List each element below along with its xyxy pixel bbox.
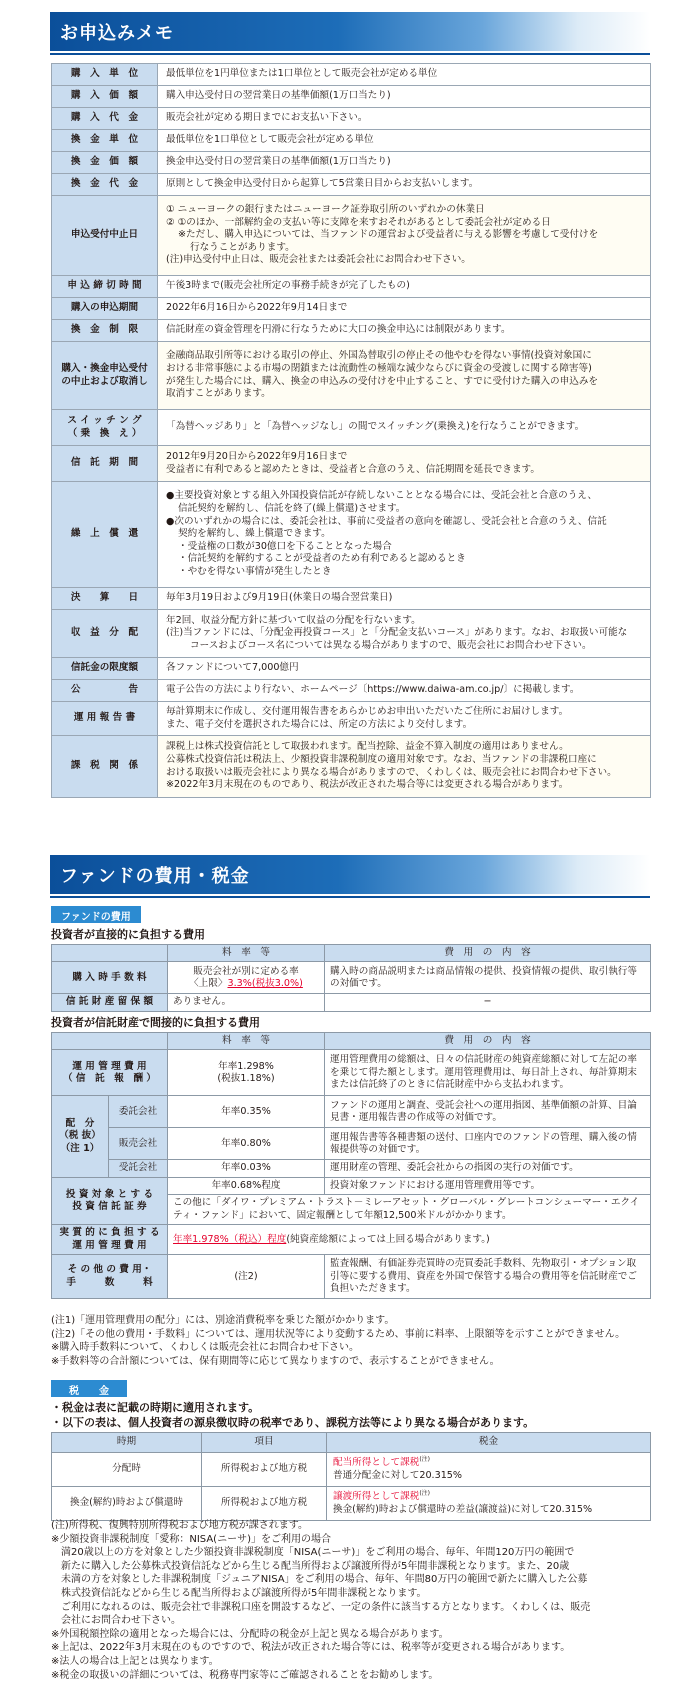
mgmt-row (52, 1050, 651, 1096)
row-label: 繰 上 償 還 (52, 482, 158, 588)
alloc-name: 販売会社 (109, 1128, 168, 1160)
content-cell: − (325, 994, 651, 1011)
fees-title: ファンドの費用・税金 (60, 866, 250, 887)
memo-title: お申込みメモ (60, 23, 174, 44)
row-value: 換金申込受付日の翌営業日の基準価額(1万口当たり) (158, 152, 651, 174)
col-tax: 税金 (327, 1433, 651, 1453)
note-line: (注1)「運用管理費用の配分」には、別途消費税率を乗じた額がかかります。 (51, 1315, 395, 1326)
row-value (158, 736, 651, 798)
direct-fee-table (51, 944, 651, 1012)
purchase-fee-row (52, 962, 651, 994)
redeem-line: ・やむを得ない事情が発生したとき (178, 566, 332, 578)
trust-line: 受益者に有利であると認めたときは、受益者と合意のうえ、信託期間を延長できます。 (166, 463, 540, 475)
memo-row-switch (52, 410, 651, 446)
row-label (52, 1225, 168, 1255)
indirect-costs-title: 投資者が信託財産で間接的に負担する費用 (51, 1016, 260, 1029)
tax-red: 譲渡所得として課税 (333, 1491, 420, 1503)
suspend-line: 金融商品取引所等における取引の停止、外国為替取引の停止その他やむを得ない事情(投資対象国に (166, 350, 592, 362)
row-label: 信 託 期 間 (52, 446, 158, 482)
label-line: 購入・換金申込受付 (61, 362, 148, 374)
rate-cell: 年率0.03% (168, 1160, 325, 1177)
label-line: 配 分 (65, 1118, 95, 1129)
rate-cell: (注2) (168, 1255, 325, 1299)
col-content: 費 用 の 内 容 (325, 945, 651, 962)
row-value (158, 446, 651, 482)
blank-header (52, 1033, 168, 1050)
label-line: （ 信 託 報 酬 ） (62, 1072, 157, 1084)
report-line: また、電子交付を選択された場合には、所定の方法により交付します。 (166, 718, 473, 730)
time-cell: 分配時 (52, 1452, 202, 1486)
target-row (52, 1177, 651, 1194)
fee-notes (51, 1314, 656, 1368)
memo-row-stop (52, 196, 651, 276)
memo-row (52, 276, 651, 298)
alloc-row (52, 1096, 651, 1128)
label-line: （注 1） (60, 1142, 100, 1154)
rate-cell (168, 1050, 325, 1096)
direct-costs-title: 投資者が直接的に負担する費用 (51, 928, 205, 941)
memo-row-redeem (52, 482, 651, 588)
content-cell: ファンドの運用と調査、受託会社への運用指図、基準価額の計算、目論見書・運用報告書の作成等の対価です。 (325, 1096, 651, 1128)
note-line: ※購入時手数料について、くわしくは販売会社にお問合わせ下さい。 (51, 1342, 359, 1354)
row-label: 換 金 代 金 (52, 174, 158, 196)
row-value: 最低単位を1口単位として販売会社が定める単位 (158, 130, 651, 152)
retain-row (52, 994, 651, 1011)
real-rate-red: 年率1.978%（税込）程度 (173, 1233, 287, 1245)
redeem-line: 契約を解約し、繰上償還できます。 (178, 528, 331, 540)
content-cell: 運用報告書等各種書類の送付、口座内でのファンドの管理、購入後の情報提供等の対価です。 (325, 1128, 651, 1160)
tax-row (52, 1452, 651, 1486)
redeem-line: ・受益権の口数が30億口を下ることとなった場合 (178, 540, 392, 552)
dist-line: コースおよびコース名については異なる場合がありますので、販売会社にお問合わせ下さい。 (190, 639, 592, 651)
row-value: 電子公告の方法により行ない、ホームページ〔https://www.daiwa-am.co.jp/〕に掲載します。 (158, 680, 651, 702)
tax-line: 課税上は株式投資信託として取扱われます。配当控除、益金不算入制度の適用はありません。 (166, 741, 569, 753)
tax-cell (327, 1487, 651, 1521)
row-value (158, 610, 651, 658)
rate-cell (168, 962, 325, 994)
row-label: 購入の申込期間 (52, 298, 158, 320)
row-value: 購入申込受付日の翌営業日の基準価額(1万口当たり) (158, 86, 651, 108)
label-line: 投 資 信 託 証 券 (72, 1201, 147, 1213)
rate-cell: 年率0.68%程度 (168, 1177, 325, 1194)
row-value (158, 482, 651, 588)
memo-row-dist (52, 610, 651, 658)
row-label (52, 1050, 168, 1096)
time-cell: 換金(解約)時および償還時 (52, 1487, 202, 1521)
target-note: この他に「ダイワ・プレミアム・トラスト－ミレーアセット・グローバル・グレートコンシューマー・エクイティ・ファンド」において、固定報酬として年額12,500米ドルがかかります。 (168, 1195, 651, 1225)
row-value: 最低単位を1円単位または1口単位として販売会社が定める単位 (158, 64, 651, 86)
row-label (52, 342, 158, 410)
note-line: 未満の方を対象とした非課税制度「ジュニアNISA」をご利用の場合、毎年、年間80万円の範囲で新たに購入した公募 (61, 1574, 588, 1586)
tax-notes (51, 1519, 656, 1682)
label-line: 実 質 的 に 負 担 す る (59, 1227, 160, 1239)
alloc-label (52, 1096, 109, 1177)
content-cell: 運用管理費用の総額は、日々の信託財産の純資産総額に対して左記の率を乗じて得た額とします。運用管理費用は、毎日計上され、毎計算期末または信託終了のときに信託財産中から支払われます。 (325, 1050, 651, 1096)
tax-red: 配当所得として課税 (333, 1457, 420, 1469)
alloc-name: 受託会社 (109, 1160, 168, 1177)
memo-row (52, 320, 651, 342)
row-label (52, 410, 158, 446)
row-value: 2022年6月16日から2022年9月14日まで (158, 298, 651, 320)
rate-cell: 年率0.80% (168, 1128, 325, 1160)
memo-row-report (52, 702, 651, 736)
real-rate-rest: (純資産総額によっては上回る場合があります。) (286, 1233, 490, 1245)
real-row (52, 1225, 651, 1255)
tax-sup: (注) (419, 1455, 431, 1463)
suspend-line: 取消すことがあります。 (166, 388, 271, 400)
suspend-line: おける非常事態による市場の閉鎖または流動性の極端な減少ならびに資金の受渡しに関する障害等) (166, 362, 592, 374)
stop-line: ② ①のほか、一部解約金の支払い等に支障を来すおそれがあるとして委託会社が定める日 (166, 216, 551, 228)
row-label: 運 用 報 告 書 (52, 702, 158, 736)
col-time: 時期 (52, 1433, 202, 1453)
note-line: ※外国税額控除の適用となった場合には、分配時の税金が上記と異なる場合があります。 (51, 1628, 449, 1640)
row-value: 各ファンドについて7,000億円 (158, 658, 651, 680)
redeem-line: ●次のいずれかの場合には、委託会社は、事前に受益者の意向を確認し、受託会社と合意のうえ、信託 (166, 515, 607, 527)
rate-line: 〈上限〉 (189, 977, 228, 989)
memo-row (52, 174, 651, 196)
blank-header (52, 945, 168, 962)
content-cell: 監査報酬、有価証券売買時の売買委託手数料、先物取引・オプション取引等に要する費用、資産を外国で保管する場合の費用等を信託財産でご負担いただきます。 (325, 1255, 651, 1299)
memo-row (52, 152, 651, 174)
note-line: ※少額投資非課税制度「愛称：NISA(ニーサ)」をご利用の場合 (51, 1533, 331, 1545)
note-line: (注)所得税、復興特別所得税および地方税が課されます。 (51, 1520, 309, 1531)
dist-line: (注)当ファンドには、「分配金再投資コース」と「分配金支払いコース」があります。なお、お取扱い可能な (166, 627, 628, 639)
indirect-fee-table (51, 1032, 651, 1299)
memo-row-trust (52, 446, 651, 482)
rate-cell: 年率0.35% (168, 1096, 325, 1128)
stop-line: ① ニューヨークの銀行またはニューヨーク証券取引所のいずれかの休業日 (166, 203, 485, 215)
row-label: 申 込 締 切 時 間 (52, 276, 158, 298)
row-value: 信託財産の資金管理を円滑に行なうために大口の換金申込には制限があります。 (158, 320, 651, 342)
redeem-line: 信託契約を解約し、信託を終了(繰上償還)させます。 (178, 502, 406, 514)
label-line: 投 資 対 象 と す る (65, 1188, 154, 1200)
note-line: 満20歳以上の方を対象とした少額投資非課税制度「NISA(ニーサ)」をご利用の場合、毎年、年間120万円の範囲で (61, 1547, 575, 1559)
content-cell: 投資対象ファンドにおける運用管理費用等です。 (325, 1177, 651, 1194)
row-label: 購 入 時 手 数 料 (52, 962, 168, 994)
note-line: ※上記は、2022年3月末現在のものですので、税法が改正された場合等には、税率等が変更される場合があります。 (51, 1642, 571, 1654)
row-label: 公 告 (52, 680, 158, 702)
redeem-line: ●主要投資対象とする組入外国投資信託が存続しないこととなる場合には、受託会社と合意のうえ、 (166, 490, 598, 502)
col-item: 項目 (202, 1433, 327, 1453)
tax-bullet: ・税金は表に記載の時期に適用されます。 (51, 1401, 260, 1414)
memo-row (52, 64, 651, 86)
row-label: 換 金 価 額 (52, 152, 158, 174)
other-row (52, 1255, 651, 1299)
row-label: 購 入 価 額 (52, 86, 158, 108)
alloc-row (52, 1128, 651, 1160)
row-value (158, 196, 651, 276)
rate-line: (税抜1.18%) (217, 1072, 275, 1084)
content-cell: 運用財産の管理、委託会社からの指図の実行の対価です。 (325, 1160, 651, 1177)
row-value (158, 702, 651, 736)
stop-line: ※ただし、購入申込については、当ファンドの運営および受益者に与える影響を考慮して受付けを (178, 229, 599, 241)
row-label: 課 税 関 係 (52, 736, 158, 798)
row-value: 販売会社が定める期日までにお支払い下さい。 (158, 108, 651, 130)
tax-table (51, 1432, 651, 1521)
row-value (158, 342, 651, 410)
row-label: 決 算 日 (52, 588, 158, 610)
rate-line: 年率1.298% (218, 1060, 274, 1072)
dist-line: 年2回、収益分配方針に基づいて収益の分配を行ないます。 (166, 614, 421, 626)
rate-cell: ありません。 (168, 994, 325, 1011)
col-rate: 料 率 等 (168, 1033, 325, 1050)
note-line: ※法人の場合は上記とは異なります。 (51, 1655, 219, 1667)
memo-row (52, 588, 651, 610)
fees-section-header (50, 855, 650, 894)
item-cell: 所得税および地方税 (202, 1452, 327, 1486)
memo-row-tax (52, 736, 651, 798)
row-label: 購 入 代 金 (52, 108, 158, 130)
row-label: 換 金 制 限 (52, 320, 158, 342)
tax-line: 換金(解約)時および償還時の差益(譲渡益)に対して20.315% (333, 1504, 593, 1516)
note-line: ご利用になれるのは、販売会社で非課税口座を開設するなど、一定の条件に該当する方となります。くわしくは、販売 (61, 1601, 591, 1613)
memo-row (52, 658, 651, 680)
row-label: 信 託 財 産 留 保 額 (52, 994, 168, 1011)
redeem-line: ・信託契約を解約することが受益者のため有利であると認めるとき (178, 553, 466, 565)
item-cell: 所得税および地方税 (202, 1487, 327, 1521)
trust-line: 2012年9月20日から2022年9月16日まで (166, 450, 348, 462)
alloc-name: 委託会社 (109, 1096, 168, 1128)
report-line: 毎計算期末に作成し、交付運用報告書をあらかじめお申出いただいたご住所にお届けします。 (166, 705, 569, 717)
tax-cell (327, 1452, 651, 1486)
label-line: （税 抜） (59, 1130, 101, 1142)
col-content: 費 用 の 内 容 (325, 1033, 651, 1050)
row-label: 購 入 単 位 (52, 64, 158, 86)
label-line: （ 乗 換 え ） (67, 427, 142, 439)
note-line: 会社にお問合わせ下さい。 (61, 1615, 181, 1627)
stop-line: 行なうことがあります。 (190, 241, 295, 253)
label-line: そ の 他 の 費 用・ (67, 1264, 152, 1276)
memo-row (52, 680, 651, 702)
label-line: の中止および取消し (61, 375, 148, 387)
stop-line: (注)申込受付中止日は、販売会社または委託会社にお問合わせ下さい。 (166, 254, 471, 266)
memo-table (51, 63, 651, 798)
row-label: 申込受付中止日 (52, 196, 158, 276)
label-line: 運 用 管 理 費 用 (72, 1239, 147, 1251)
row-label: 信託金の限度額 (52, 658, 158, 680)
memo-section-header (50, 12, 650, 51)
row-value: 毎年3月19日および9月19日(休業日の場合翌営業日) (158, 588, 651, 610)
tax-tag: 税 金 (51, 1380, 127, 1397)
tax-line: ※2022年3月末現在のものであり、税法が改正された場合等には変更される場合があります。 (166, 779, 569, 791)
tax-line: 公募株式投資信託は税法上、少額投資非課税制度の適用対象です。なお、当ファンドの非課税口座に (166, 753, 597, 765)
row-label: 収 益 分 配 (52, 610, 158, 658)
note-line: 新たに購入した公募株式投資信託などから生じる配当所得および譲渡所得が5年間非課税となります。また、20歳 (61, 1560, 570, 1572)
note-line: ※手数料等の合計額については、保有期間等に応じて異なりますので、表示することができません。 (51, 1355, 500, 1367)
tax-sup: (注) (419, 1490, 431, 1497)
note-line: ※税金の取扱いの詳細については、税務専門家等にご確認されることをお勧めします。 (51, 1669, 439, 1681)
row-value: 午後3時まで(販売会社所定の事務手続きが完了したもの) (158, 276, 651, 298)
label-line: ス イ ッ チ ン グ (67, 414, 142, 426)
row-value: 「為替ヘッジあり」と「為替ヘッジなし」の間でスイッチング(乗換え)を行なうことができます。 (158, 410, 651, 446)
alloc-row (52, 1160, 651, 1177)
tax-line: おける取扱いは販売会社により異なる場合がありますので、くわしくは、販売会社にお問合わせ下さい。 (166, 766, 617, 778)
content-cell: 購入時の商品説明または商品情報の提供、投資情報の提供、取引執行等の対価です。 (325, 962, 651, 994)
row-label: 換 金 単 位 (52, 130, 158, 152)
tax-bullet: ・以下の表は、個人投資者の源泉徴収時の税率であり、課税方法等により異なる場合があります。 (51, 1416, 535, 1429)
note-line: 株式投資信託などから生じる配当所得および譲渡所得が5年間非課税となります。 (61, 1587, 427, 1599)
row-label (52, 1177, 168, 1224)
memo-row (52, 298, 651, 320)
label-line: 運 用 管 理 費 用 (72, 1060, 147, 1072)
tax-row (52, 1487, 651, 1521)
tax-line: 普通分配金に対して20.315% (333, 1470, 463, 1482)
memo-row-suspend (52, 342, 651, 410)
row-value: 原則として換金申込受付日から起算して5営業日目からお支払いします。 (158, 174, 651, 196)
rate-line: 販売会社が別に定める率 (193, 965, 299, 977)
real-rate-cell (168, 1225, 651, 1255)
memo-row (52, 130, 651, 152)
memo-row (52, 86, 651, 108)
note-line: (注2)「その他の費用・手数料」については、運用状況等により変動するため、事前に料率、上限額等を示すことができません。 (51, 1328, 626, 1340)
suspend-line: が発生した場合には、購入、換金の申込みの受付けを中止すること、すでに受付けた購入の申込みを (166, 375, 599, 387)
memo-row (52, 108, 651, 130)
col-rate: 料 率 等 (168, 945, 325, 962)
label-line: 手 数 料 (66, 1276, 153, 1288)
row-label (52, 1255, 168, 1299)
fund-fees-tag: ファンドの費用 (51, 906, 141, 923)
rate-red: 3.3%(税抜3.0%) (227, 977, 303, 989)
